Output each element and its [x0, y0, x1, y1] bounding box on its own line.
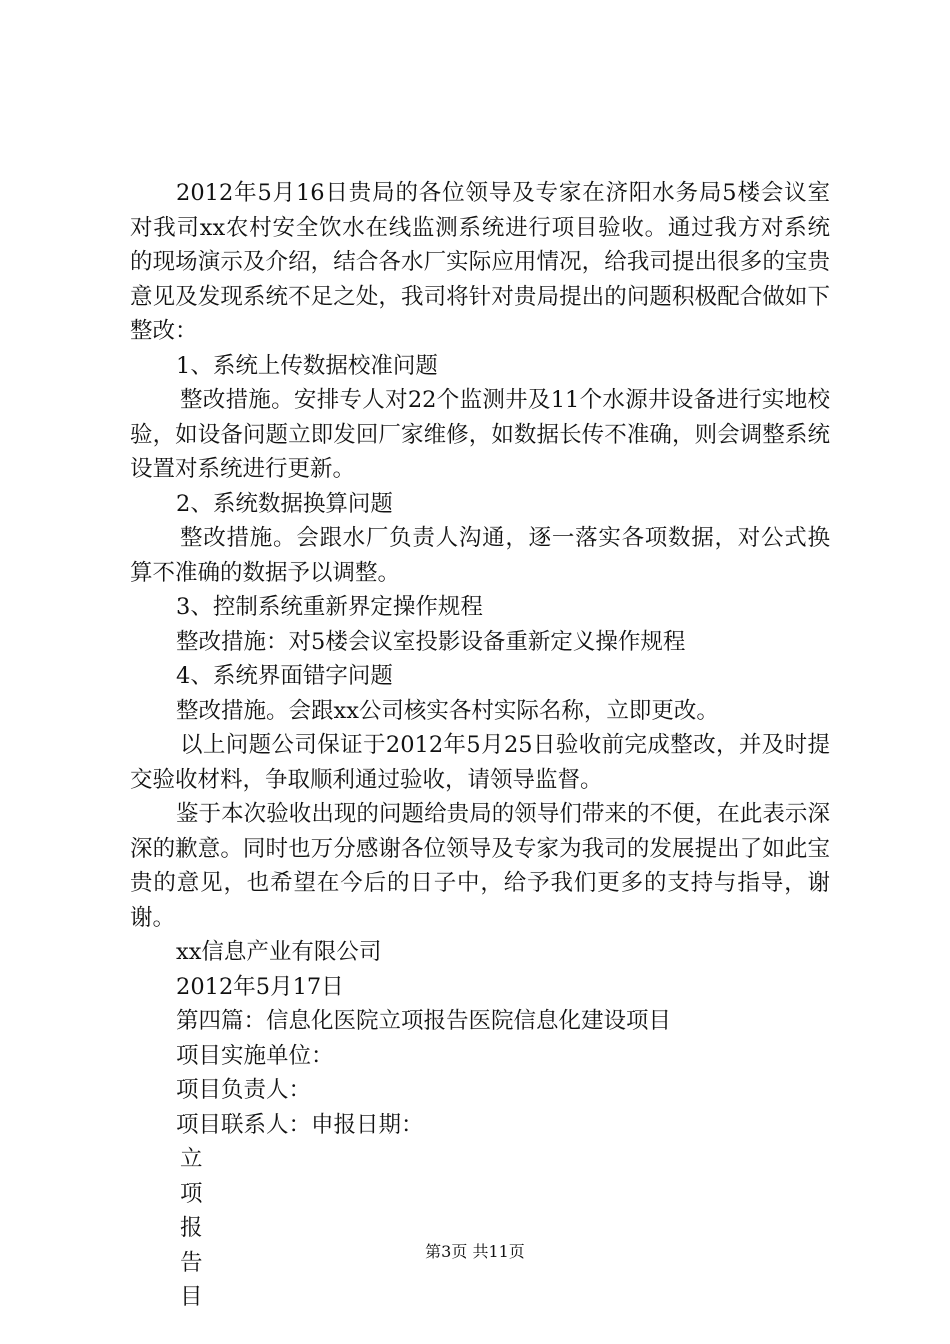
intro-paragraph: 2012年5月16日贵局的各位领导及专家在济阳水务局5楼会议室对我司xx农村安全饮水在线监测系统进行项目验收。通过我方对系统的现场演示及介绍，结合各水厂实际应用情况，给我司提出很多的宝贵意见及发现系统不足之处，我司将针对贵局提出的问题积极配合做如下整改：	[130, 180, 830, 344]
issue-2-heading: 2、系统数据换算问题	[176, 490, 393, 517]
page-footer: 第3页 共11页	[425, 1242, 525, 1261]
issue-4-heading: 4、系统界面错字问题	[176, 663, 393, 689]
vertical-title-char: 项	[180, 1180, 203, 1207]
issue-2-measure: 整改措施。会跟水厂负责人沟通，逐一落实各项数据，对公式换算不准确的数据予以调整。	[130, 525, 830, 586]
section-heading: 第四篇：信息化医院立项报告医院信息化建设项目	[176, 1008, 672, 1034]
vertical-title-char: 报	[180, 1215, 203, 1241]
project-unit-label: 项目实施单位：	[176, 1042, 334, 1069]
commitment-paragraph: 以上问题公司保证于2012年5月25日验收前完成整改，并及时提交验收材料，争取顺利通过验收，请领导监督。	[130, 732, 830, 793]
project-leader-label: 项目负责人：	[176, 1077, 312, 1103]
apology-paragraph: 鉴于本次验收出现的问题给贵局的领导们带来的不便，在此表示深深的歉意。同时也万分感谢各位领导及专家为我司的发展提出了如此宝贵的意见，也希望在今后的日子中，给予我们更多的支持与指导，谢谢。	[130, 801, 830, 931]
signature-date: 2012年5月17日	[176, 973, 344, 1000]
signature-company: xx信息产业有限公司	[176, 939, 382, 965]
issue-3-measure: 整改措施：对5楼会议室投影设备重新定义操作规程	[176, 628, 686, 655]
vertical-title-char: 告	[180, 1249, 203, 1276]
issue-1-measure: 整改措施。安排专人对22个监测井及11个水源井设备进行实地校验，如设备问题立即发回厂家维修，如数据长传不准确，则会调整系统设置对系统进行更新。	[130, 387, 830, 482]
issue-1-heading: 1、系统上传数据校准问题	[176, 352, 438, 379]
document-body	[130, 176, 830, 1315]
vertical-title-char: 目	[180, 1284, 203, 1310]
vertical-title-char: 立	[180, 1146, 203, 1172]
issue-3-heading: 3、控制系统重新界定操作规程	[176, 594, 483, 620]
issue-4-measure: 整改措施。会跟xx公司核实各村实际名称，立即更改。	[176, 697, 719, 724]
project-contact-label: 项目联系人：申报日期：	[176, 1111, 424, 1138]
